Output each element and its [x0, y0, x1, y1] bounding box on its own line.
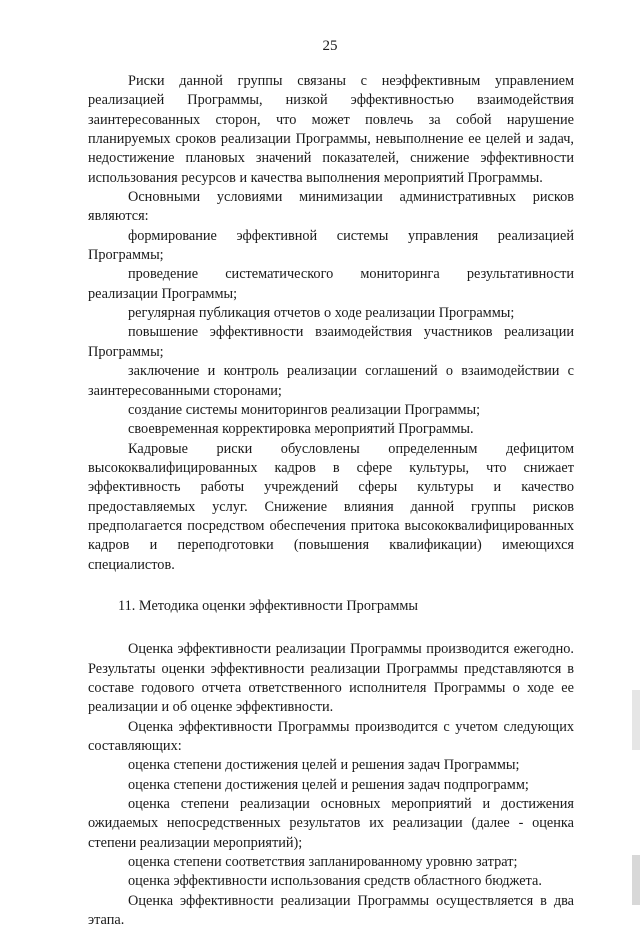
paragraph-evaluation-components: Оценка эффективности Программы производится с учетом следующих составляющих:	[88, 718, 574, 754]
paragraph-minimization-conditions: Основными условиями минимизации административных рисков являются:	[88, 189, 574, 225]
list-item-activities-implementation: оценка степени реализации основных мероприятий и достижения ожидаемых непосредственных результатов их реализации (далее - оценка степени реализации мероприятий);	[88, 796, 574, 851]
document-body	[88, 72, 574, 930]
list-item-monitoring-system: создание системы мониторингов реализации Программы;	[128, 401, 481, 418]
list-item-costs-compliance: оценка степени соответствия запланированному уровню затрат;	[128, 854, 518, 871]
paragraph-evaluation-annual: Оценка эффективности реализации Программы производится ежегодно. Результаты оценки эффективности реализации Программы представляются в составе годового отчета ответственного исполнителя Программы о ходе ее реализации и об оценке эффективности.	[88, 641, 574, 716]
list-item-report-publication: регулярная публикация отчетов о ходе реализации Программы;	[128, 305, 515, 322]
paragraph-personnel-risks: Кадровые риски обусловлены определенным дефицитом высококвалифицированных кадров в сфере культуры, что снижает эффективность работы учреждений сферы культуры и качество предоставляемых услуг. Снижение влияния данной группы рисков предполагается посредством обеспечения притока высококвалифицированных кадров и переподготовки (повышения квалификации) имеющихся специалистов.	[88, 440, 574, 573]
list-item-interaction-efficiency: повышение эффективности взаимодействия участников реализации Программы;	[88, 324, 574, 360]
list-item-agreements: заключение и контроль реализации соглашений о взаимодействии с заинтересованными сторонами;	[88, 363, 574, 399]
list-item-management-system: формирование эффективной системы управления реализацией Программы;	[88, 227, 574, 264]
list-item-program-goals: оценка степени достижения целей и решения задач Программы;	[128, 757, 520, 774]
page-number: 25	[322, 38, 338, 54]
list-item-correction: своевременная корректировка мероприятий Программы.	[128, 421, 474, 438]
section-heading: 11. Методика оценки эффективности Программы	[118, 597, 419, 614]
scan-edge-mark	[632, 855, 640, 905]
paragraph-two-stages: Оценка эффективности реализации Программы осуществляется в два этапа.	[88, 892, 574, 929]
list-item-monitoring: проведение систематического мониторинга результативности реализации Программы;	[88, 266, 574, 302]
list-item-budget-efficiency: оценка эффективности использования средств областного бюджета.	[128, 873, 542, 890]
paragraph-risks-description: Риски данной группы связаны с неэффективным управлением реализацией Программы, низкой эффективностью взаимодействия заинтересованных сторон, что может повлечь за собой нарушение планируемых сроков реализации Программы, невыполнение ее целей и задач, недостижение плановых значений показателей, снижение эффективности использования ресурсов и качества выполнения мероприятий Программы.	[88, 73, 574, 186]
list-item-subprogram-goals: оценка степени достижения целей и решения задач подпрограмм;	[128, 776, 529, 793]
scan-edge-mark	[632, 690, 640, 750]
